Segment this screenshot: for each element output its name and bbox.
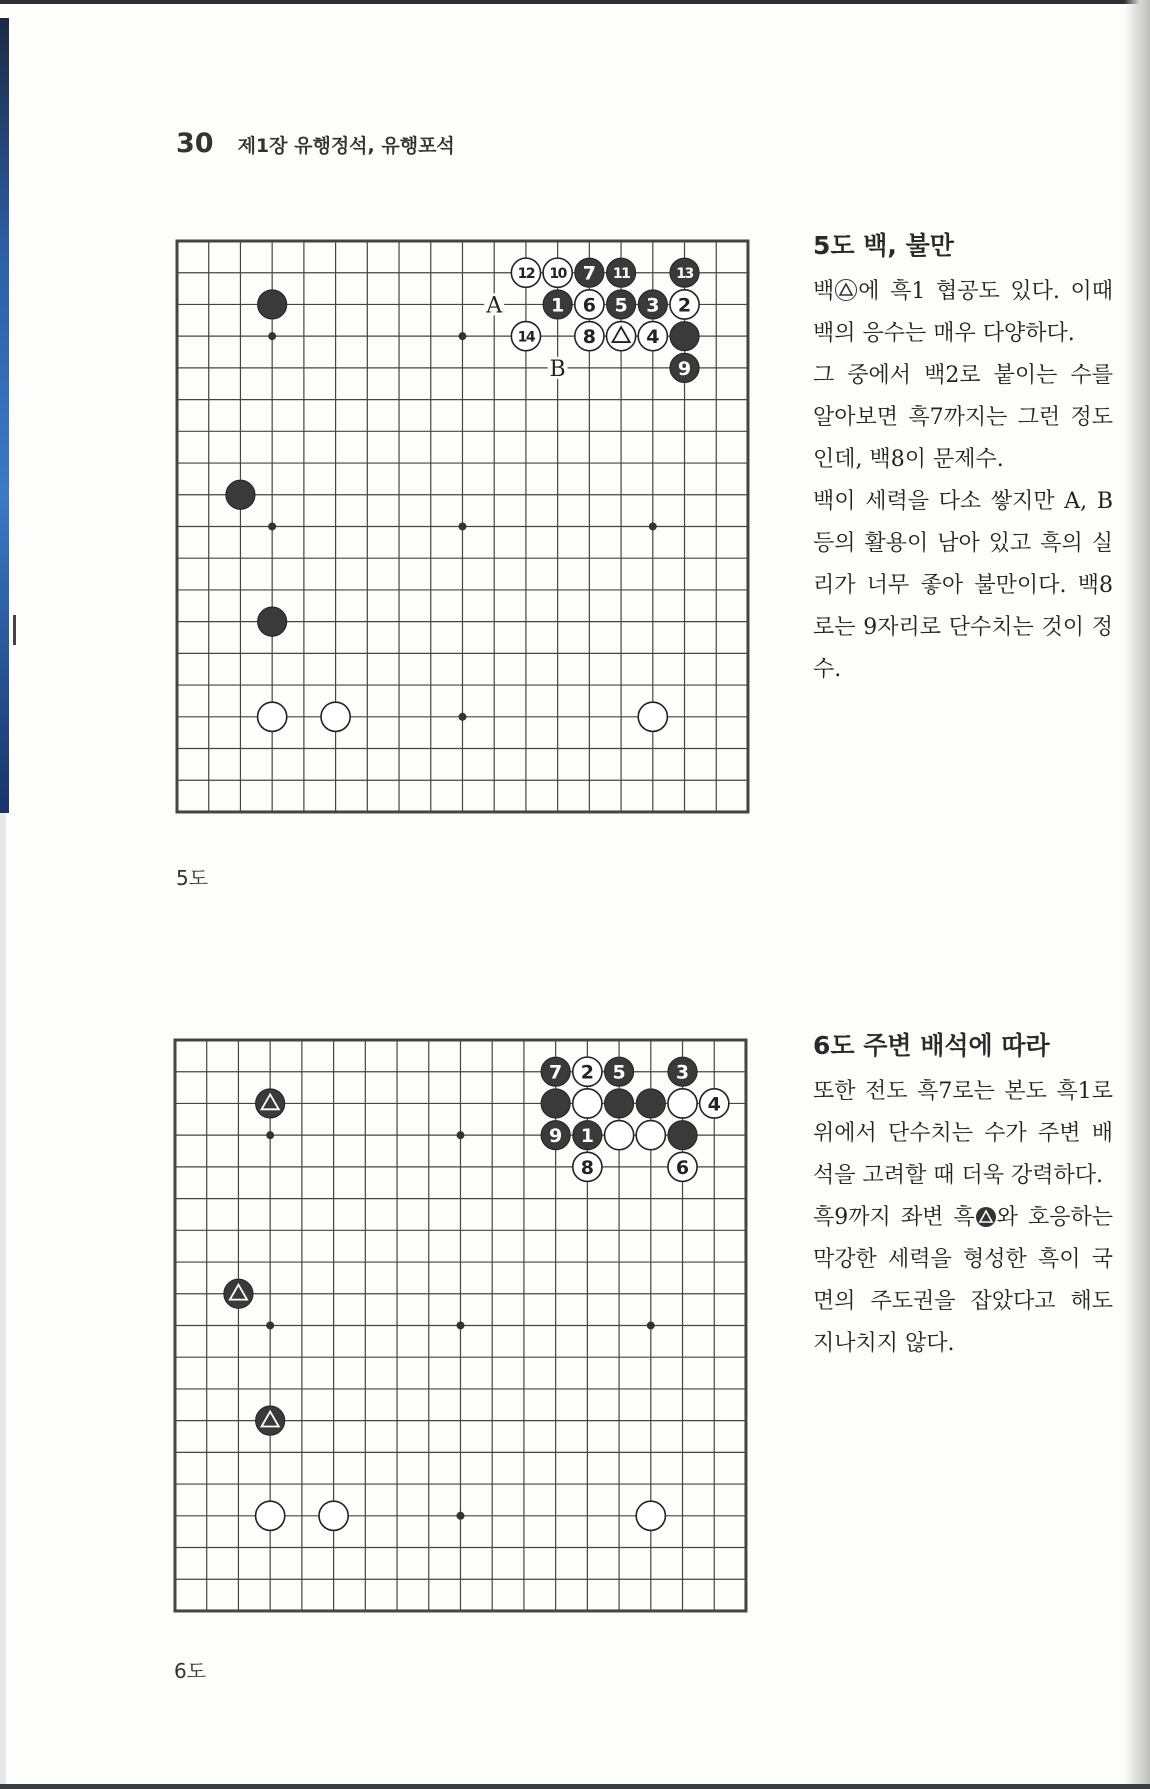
star-point xyxy=(268,332,276,340)
svg-text:1: 1 xyxy=(580,1125,594,1148)
black-stone xyxy=(604,1089,633,1118)
svg-text:1: 1 xyxy=(551,294,565,317)
page-number: 30 xyxy=(176,128,214,159)
position-letter: B xyxy=(549,356,566,382)
black-stone xyxy=(670,322,699,351)
black-stone xyxy=(606,258,635,287)
svg-text:9: 9 xyxy=(549,1125,563,1148)
go-board-svg-6 xyxy=(172,1037,762,1627)
black-stone xyxy=(541,1121,570,1150)
white-stone xyxy=(511,258,540,287)
star-point xyxy=(458,713,466,721)
black-stone xyxy=(668,1057,697,1086)
page-header xyxy=(176,128,455,159)
star-point xyxy=(268,522,276,530)
page-edge-shadow xyxy=(1124,0,1150,1789)
svg-text:7: 7 xyxy=(582,262,596,285)
star-point xyxy=(458,332,466,340)
text-run: 흑9까지 좌변 흑 xyxy=(813,1204,975,1230)
white-stone xyxy=(636,1121,665,1150)
star-point xyxy=(266,1321,274,1329)
white-stone xyxy=(604,1121,633,1150)
star-point xyxy=(456,1131,464,1139)
svg-text:8: 8 xyxy=(582,326,596,349)
black-stone xyxy=(668,1121,697,1150)
commentary-paragraph-5c: 백이 세력을 다소 쌓지만 A, B 등의 활용이 남아 있고 흑의 실리가 너무 좋아 불만이다. 백8로는 9자리로 단수치는 것이 정수. xyxy=(813,488,1113,682)
black-stone xyxy=(541,1089,570,1118)
commentary-paragraph-5a xyxy=(813,271,1113,355)
svg-text:6: 6 xyxy=(675,1156,690,1179)
black-stone xyxy=(541,1057,570,1086)
white-stone xyxy=(668,1089,697,1118)
svg-text:2: 2 xyxy=(580,1061,594,1084)
figure-label-6: 6도 xyxy=(174,1659,207,1683)
bottom-edge xyxy=(0,1784,1150,1789)
position-letter: A xyxy=(486,293,503,319)
text-run: 백 xyxy=(813,278,835,304)
svg-text:14: 14 xyxy=(517,329,535,346)
margin-mark xyxy=(13,615,16,645)
black-stone xyxy=(256,1089,285,1118)
svg-text:6: 6 xyxy=(582,294,596,317)
star-point xyxy=(649,522,657,530)
white-stone xyxy=(700,1089,729,1118)
svg-text:9: 9 xyxy=(677,357,692,380)
white-stone xyxy=(606,322,635,351)
white-stone xyxy=(638,322,667,351)
black-stone xyxy=(258,290,287,319)
svg-text:4: 4 xyxy=(707,1093,721,1116)
section-title-5: 5도 백, 불만 xyxy=(813,231,954,260)
star-point xyxy=(458,522,466,530)
black-stone xyxy=(543,290,572,319)
white-stone xyxy=(636,1501,665,1530)
section-title-6: 6도 주변 배석에 따라 xyxy=(813,1031,1050,1060)
commentary-paragraph-6a: 또한 전도 흑7로는 본도 흑1로 위에서 단수치는 수가 주변 배석을 고려할 때 더욱 강력하다. xyxy=(813,1078,1113,1188)
commentary-6 xyxy=(813,1030,1113,1365)
go-board-diagram-5 xyxy=(174,238,764,828)
white-stone xyxy=(511,322,540,351)
go-board-svg-5 xyxy=(174,238,764,828)
white-triangle-stone-icon xyxy=(835,279,857,301)
white-stone xyxy=(668,1152,697,1181)
svg-text:8: 8 xyxy=(580,1156,594,1179)
svg-text:5: 5 xyxy=(614,294,628,317)
chapter-title: 제1장 유행정석, 유행포석 xyxy=(237,135,455,157)
black-stone xyxy=(604,1057,633,1086)
white-stone xyxy=(573,1057,602,1086)
black-stone xyxy=(636,1089,665,1118)
black-stone xyxy=(638,290,667,319)
black-stone xyxy=(256,1406,285,1435)
svg-text:13: 13 xyxy=(676,266,693,283)
black-stone xyxy=(575,258,604,287)
black-stone xyxy=(670,353,699,382)
white-stone xyxy=(670,290,699,319)
text-run: 와 호응하는 막강한 세력을 형성한 흑이 국면의 주도권을 잡았다고 해도 지나치지 않다. xyxy=(813,1204,1113,1356)
scan-spine-edge xyxy=(0,18,9,813)
black-stone xyxy=(226,480,255,509)
white-stone xyxy=(543,258,572,287)
figure-label-5: 5도 xyxy=(176,866,209,890)
svg-text:4: 4 xyxy=(646,326,660,349)
black-triangle-stone-icon xyxy=(976,1207,996,1227)
black-stone xyxy=(258,607,287,636)
star-point xyxy=(266,1131,274,1139)
commentary-paragraph-5b: 그 중에서 백2로 붙이는 수를 알아보면 흑7까지는 그런 정도인데, 백8이 문제수. xyxy=(813,362,1113,472)
text-run: 에 흑1 협공도 있다. 이때 백의 응수는 매우 다양하다. xyxy=(813,278,1113,346)
svg-text:3: 3 xyxy=(646,294,660,317)
white-stone xyxy=(575,290,604,319)
star-point xyxy=(647,1321,655,1329)
svg-text:7: 7 xyxy=(549,1061,563,1084)
top-edge xyxy=(0,0,1150,4)
svg-text:10: 10 xyxy=(549,266,566,283)
svg-text:2: 2 xyxy=(677,294,692,317)
svg-text:5: 5 xyxy=(612,1061,626,1084)
white-stone xyxy=(258,702,287,731)
black-stone xyxy=(670,258,699,287)
svg-text:3: 3 xyxy=(675,1061,690,1084)
go-board-diagram-6 xyxy=(172,1037,762,1627)
commentary-paragraph-6b xyxy=(813,1197,1113,1365)
black-stone xyxy=(573,1121,602,1150)
scan-spine-edge-lower xyxy=(0,813,6,1789)
white-stone xyxy=(321,702,350,731)
star-point xyxy=(456,1512,464,1520)
star-point xyxy=(456,1321,464,1329)
white-stone xyxy=(575,322,604,351)
black-stone xyxy=(224,1279,253,1308)
white-stone xyxy=(638,702,667,731)
commentary-5 xyxy=(813,230,1113,691)
white-stone xyxy=(573,1089,602,1118)
white-stone xyxy=(256,1501,285,1530)
svg-text:11: 11 xyxy=(612,266,630,283)
white-stone xyxy=(319,1501,348,1530)
black-stone xyxy=(606,290,635,319)
svg-text:12: 12 xyxy=(517,266,535,283)
white-stone xyxy=(573,1152,602,1181)
